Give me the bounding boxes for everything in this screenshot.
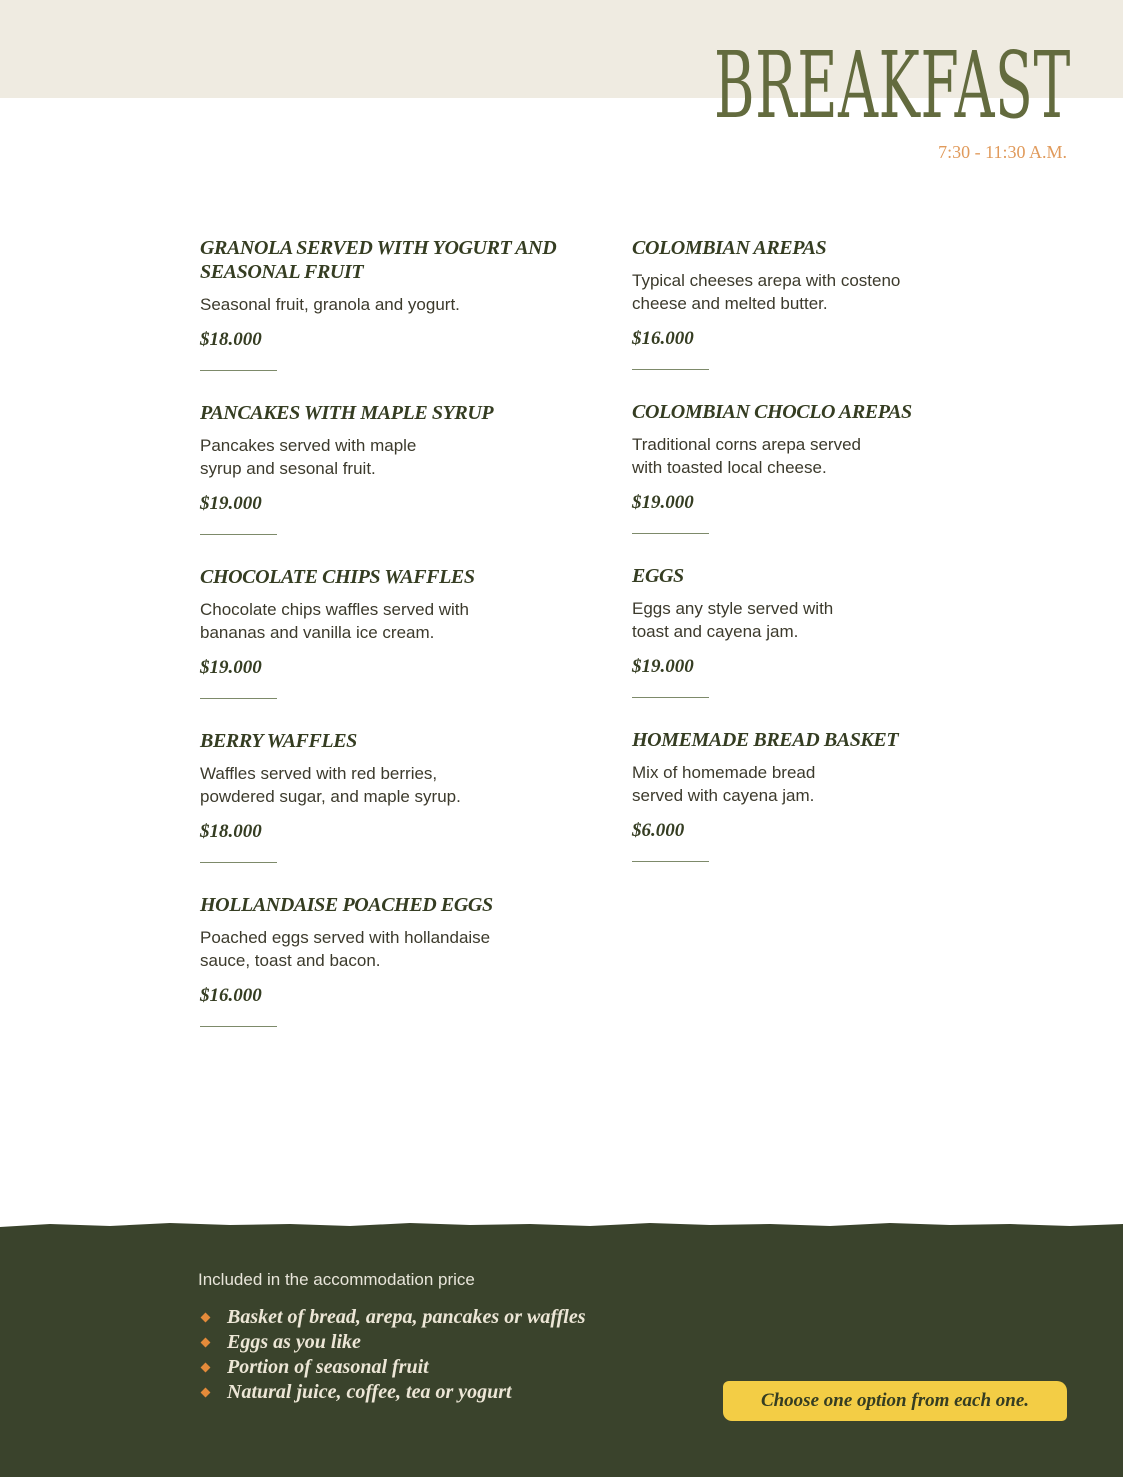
menu-item-price: $16.000 <box>200 985 262 1006</box>
divider <box>200 1026 277 1027</box>
menu-item-name: HOMEMADE BREAD BASKET <box>632 729 899 751</box>
menu-item <box>200 236 560 371</box>
menu-item <box>632 564 992 698</box>
menu-item <box>200 565 560 699</box>
menu-item-name: HOLLANDAISE POACHED EGGS <box>200 894 493 916</box>
menu-item-price: $19.000 <box>632 492 694 513</box>
menu-item <box>200 893 560 1027</box>
divider <box>200 698 277 699</box>
diamond-bullet-icon <box>201 1338 211 1348</box>
menu-item-description: Typical cheeses arepa with costeno cheese and melted butter. <box>632 271 901 313</box>
menu-item <box>632 236 992 370</box>
menu-item-description: Pancakes served with maple syrup and sesonal fruit. <box>200 436 417 478</box>
included-label: Included in the accommodation price <box>198 1270 475 1289</box>
included-list <box>198 1305 586 1405</box>
diamond-bullet-icon <box>201 1363 211 1373</box>
menu-item-description: Mix of homemade bread served with cayena jam. <box>632 763 816 805</box>
page-title: BREAKFAST <box>714 32 1071 139</box>
diamond-bullet-icon <box>201 1313 211 1323</box>
list-item <box>198 1355 586 1380</box>
menu-item-price: $6.000 <box>632 820 685 841</box>
menu-item-price: $19.000 <box>632 656 694 677</box>
divider <box>200 862 277 863</box>
menu-item-description: Waffles served with red berries, powdered sugar, and maple syrup. <box>200 764 461 806</box>
menu-item-description: Chocolate chips waffles served with bananas and vanilla ice cream. <box>200 600 469 642</box>
menu-item-name: CHOCOLATE CHIPS WAFFLES <box>200 566 475 588</box>
menu-item-description: Poached eggs served with hollandaise sauce, toast and bacon. <box>200 928 491 970</box>
divider <box>200 534 277 535</box>
menu-item <box>632 400 992 534</box>
menu-item-name: BERRY WAFFLES <box>200 730 357 752</box>
menu-item-name: EGGS <box>632 565 684 587</box>
menu-item-description: Traditional corns arepa served with toasted local cheese. <box>632 435 861 477</box>
list-item-text: Portion of seasonal fruit <box>227 1356 429 1378</box>
menu-item-description: Seasonal fruit, granola and yogurt. <box>200 295 460 314</box>
divider <box>632 697 709 698</box>
list-item <box>198 1330 586 1355</box>
menu-item <box>200 729 560 863</box>
menu-column-left <box>200 236 560 1057</box>
list-item-text: Eggs as you like <box>227 1331 361 1353</box>
menu-item <box>632 728 992 862</box>
menu-item-price: $18.000 <box>200 821 262 842</box>
divider <box>632 861 709 862</box>
diamond-bullet-icon <box>201 1388 211 1398</box>
list-item <box>198 1305 586 1330</box>
list-item-text: Natural juice, coffee, tea or yogurt <box>227 1381 512 1403</box>
menu-item-name: PANCAKES WITH MAPLE SYRUP <box>200 402 494 424</box>
menu-item-price: $19.000 <box>200 493 262 514</box>
divider <box>632 533 709 534</box>
menu-item-name: GRANOLA SERVED WITH YOGURT AND SEASONAL FRUIT <box>200 237 557 283</box>
divider <box>200 370 277 371</box>
menu-column-right <box>632 236 992 892</box>
menu-item-name: COLOMBIAN CHOCLO AREPAS <box>632 401 912 423</box>
list-item-text: Basket of bread, arepa, pancakes or waffles <box>227 1306 586 1328</box>
menu-item-description: Eggs any style served with toast and cayena jam. <box>632 599 834 641</box>
serving-hours: 7:30 - 11:30 A.M. <box>938 142 1067 162</box>
choose-note-text: Choose one option from each one. <box>760 1390 1030 1411</box>
menu-item-name: COLOMBIAN AREPAS <box>632 237 827 259</box>
menu-item-price: $19.000 <box>200 657 262 678</box>
divider <box>632 369 709 370</box>
list-item <box>198 1380 586 1405</box>
choose-note-badge <box>723 1381 1067 1421</box>
menu-item-price: $16.000 <box>632 328 694 349</box>
menu-item-price: $18.000 <box>200 329 262 350</box>
menu-item <box>200 401 560 535</box>
